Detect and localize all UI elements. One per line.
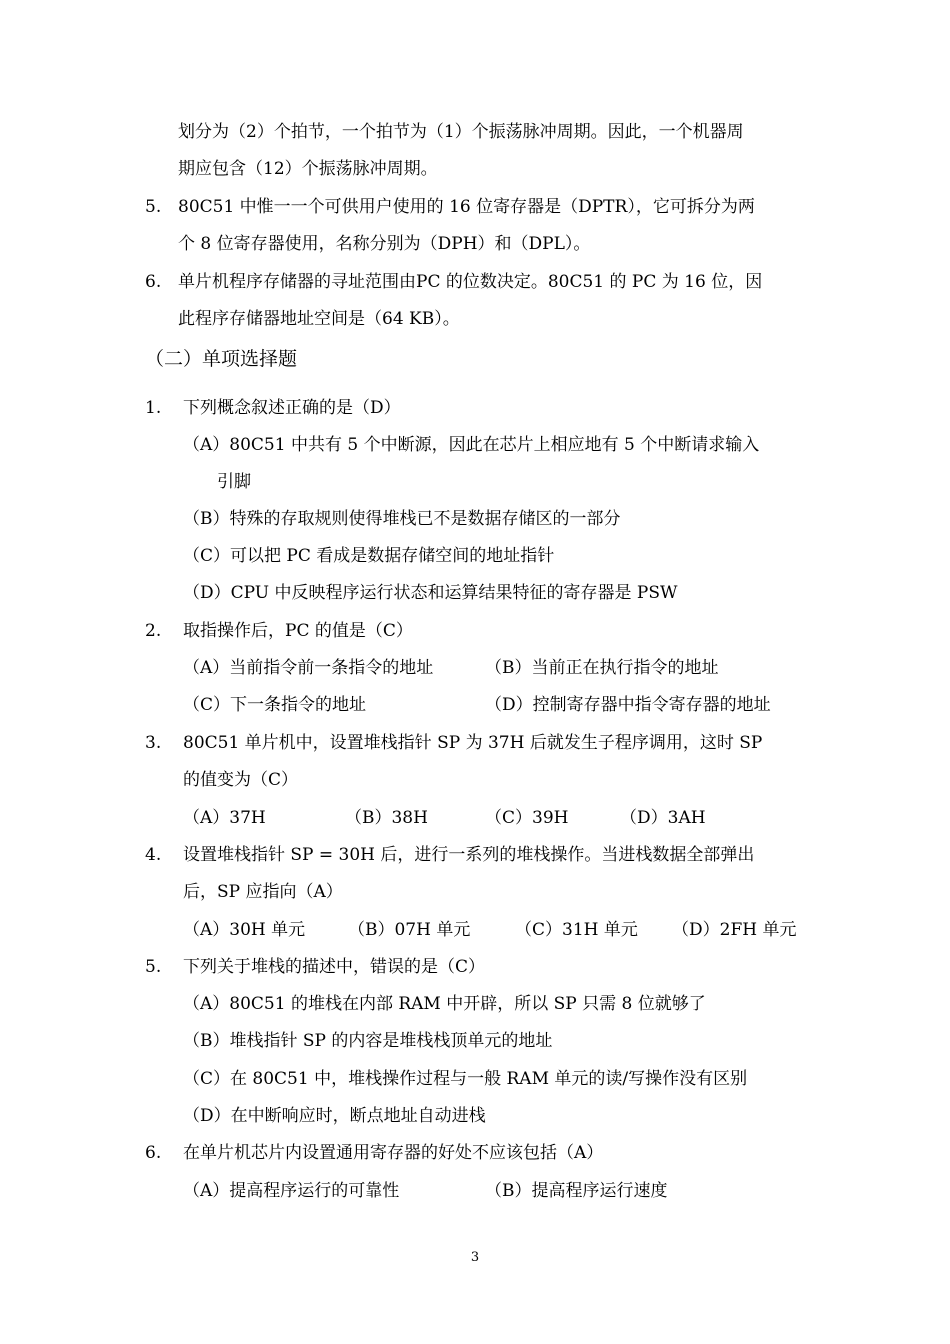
question-number: 5. xyxy=(145,957,162,977)
question-stem: 设置堆栈指针 SP = 30H 后，进行一系列的堆栈操作。当进栈数据全部弹出 xyxy=(183,845,755,865)
option: （A）80C51 中共有 5 个中断源，因此在芯片上相应地有 5 个中断请求输入 xyxy=(183,435,760,455)
option: （A）提高程序运行的可靠性 xyxy=(183,1181,400,1201)
question-stem: 在单片机芯片内设置通用寄存器的好处不应该包括（A） xyxy=(183,1143,604,1163)
section-title: （二）单项选择题 xyxy=(145,348,298,370)
option: （B）38H xyxy=(345,808,428,828)
option: （D）控制寄存器中指令寄存器的地址 xyxy=(485,695,771,715)
option: （C）可以把 PC 看成是数据存储空间的地址指针 xyxy=(183,546,555,566)
option: （B）提高程序运行速度 xyxy=(485,1181,668,1201)
question-stem: 后，SP 应指向（A） xyxy=(183,882,343,902)
question-number: 6. xyxy=(145,1143,162,1163)
page-number: 3 xyxy=(470,1250,480,1265)
question-stem: 下列关于堆栈的描述中，错误的是（C） xyxy=(183,957,486,977)
option: （A）80C51 的堆栈在内部 RAM 中开辟，所以 SP 只需 8 位就够了 xyxy=(183,994,706,1014)
option: （A）30H 单元 xyxy=(183,920,306,940)
option: （C）39H xyxy=(485,808,569,828)
option: （C）31H 单元 xyxy=(515,920,638,940)
text-line: 划分为（2）个拍节，一个拍节为（1）个振荡脉冲周期。因此，一个机器周 xyxy=(178,122,744,142)
question-stem: 的值变为（C） xyxy=(183,770,299,790)
question-number: 1. xyxy=(145,398,162,418)
option: （B）特殊的存取规则使得堆栈已不是数据存储区的一部分 xyxy=(183,509,621,529)
question-stem: 取指操作后，PC 的值是（C） xyxy=(183,621,413,641)
text-line: 80C51 中惟一一个可供用户使用的 16 位寄存器是（DPTR），它可拆分为两 xyxy=(178,197,755,217)
option: （D）2FH 单元 xyxy=(672,920,797,940)
option: （C）在 80C51 中，堆栈操作过程与一般 RAM 单元的读/写操作没有区别 xyxy=(183,1069,748,1089)
question-stem: 80C51 单片机中，设置堆栈指针 SP 为 37H 后就发生子程序调用，这时 SP xyxy=(183,733,763,753)
option: （D）CPU 中反映程序运行状态和运算结果特征的寄存器是 PSW xyxy=(183,583,678,603)
option: （B）07H 单元 xyxy=(348,920,471,940)
text-line: 此程序存储器地址空间是（64 KB）。 xyxy=(178,309,460,329)
question-stem: 下列概念叙述正确的是（D） xyxy=(183,398,401,418)
option: （A）当前指令前一条指令的地址 xyxy=(183,658,434,678)
option: （C）下一条指令的地址 xyxy=(183,695,367,715)
question-number: 3. xyxy=(145,733,162,753)
option: （A）37H xyxy=(183,808,266,828)
question-number: 4. xyxy=(145,845,162,865)
text-line: 单片机程序存储器的寻址范围由PC 的位数决定。80C51 的 PC 为 16 位，因 xyxy=(178,272,763,292)
option: （B）堆栈指针 SP 的内容是堆栈栈顶单元的地址 xyxy=(183,1031,553,1051)
question-number: 2. xyxy=(145,621,162,641)
item-number: 5. xyxy=(145,197,162,217)
option: （D）在中断响应时，断点地址自动进栈 xyxy=(183,1106,486,1126)
item-number: 6. xyxy=(145,272,162,292)
text-line: 期应包含（12）个振荡脉冲周期。 xyxy=(178,159,438,179)
option: （B）当前正在执行指令的地址 xyxy=(485,658,719,678)
text-line: 个 8 位寄存器使用，名称分别为（DPH）和（DPL）。 xyxy=(178,234,591,254)
option: （D）3AH xyxy=(620,808,706,828)
option-continuation: 引脚 xyxy=(217,472,251,492)
